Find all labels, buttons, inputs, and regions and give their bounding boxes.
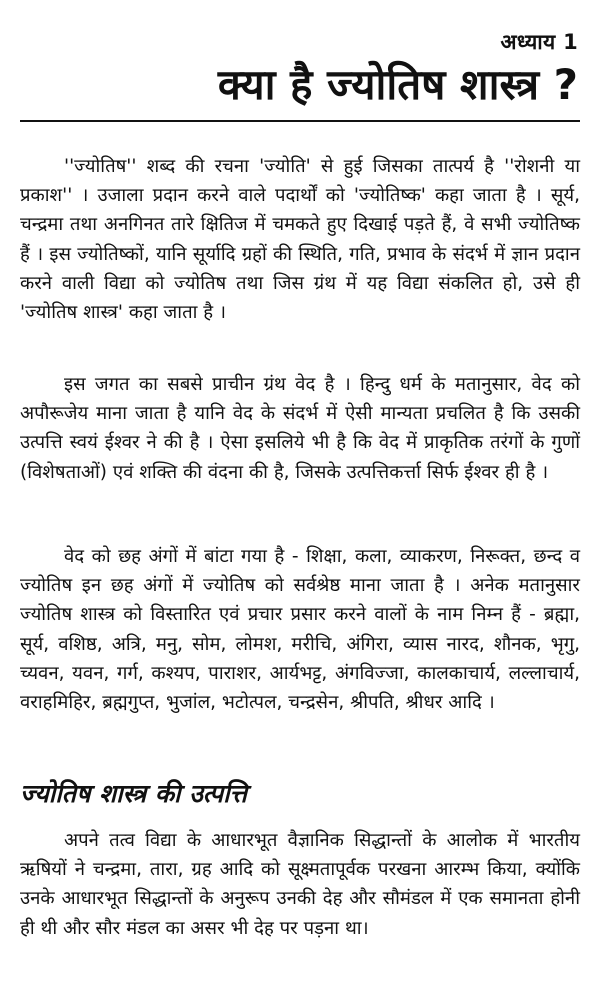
paragraph-1-block [20, 152, 580, 327]
chapter-number: अध्याय 1 [500, 30, 578, 54]
paragraph-2: इस जगत का सबसे प्राचीन ग्रंथ वेद है । हिन्दु धर्म के मतानुसार, वेद को अपौरूजेय माना जाता है यानि वेद के संदर्भ में ऐसी मान्यता प्रचलित है कि उसकी उत्पत्ति स्वयं ईश्वर ने की है । ऐसा इसलिये भी है कि वेद में प्राकृतिक तरंगों के गुणों (विशेषताओं) एवं शक्ति की वंदना की है, जिसके उत्पत्तिकर्त्ता सिर्फ ईश्वर ही है । [20, 374, 580, 483]
paragraph-3-block [20, 542, 580, 717]
section-heading: ज्योतिष शास्त्र की उत्पत्ति [20, 779, 247, 808]
paragraph-2-block [20, 370, 580, 487]
title-divider [20, 120, 580, 122]
paragraph-4: अपने तत्व विद्या के आधारभूत वैज्ञानिक सिद्धान्तों के आलोक में भारतीय ऋषियों ने चन्द्रमा, तारा, ग्रह आदि को सूक्ष्मतापूर्वक परखना आरम्भ किया, क्योंकि उनके आधारभूत सिद्धान्तों के अनुरूप उनकी देह और सौमंडल में एक समानता होनी ही थी और सौर मंडल का असर भी देह पर पड़ना था। [20, 830, 580, 939]
paragraph-1: ''ज्योतिष'' शब्द की रचना 'ज्योति' से हुई जिसका तात्पर्य है ''रोशनी या प्रकाश'' । उजाला प्रदान करने वाले पदार्थों को 'ज्योतिष्क' कहा जाता है । सूर्य, चन्द्रमा तथा अनगिनत तारे क्षितिज में चमकते हुए दिखाई पड़ते हैं, वे सभी ज्योतिष्क हैं । इस ज्योतिष्कों, यानि सूर्यादि ग्रहों की स्थिति, गति, प्रभाव के संदर्भ में ज्ञान प्रदान करने वाली विद्या को ज्योतिष तथा जिस ग्रंथ में यह विद्या संकलित हो, उसे ही 'ज्योतिष शास्त्र' कहा जाता है । [20, 156, 580, 324]
paragraph-3: वेद को छह अंगों में बांटा गया है - शिक्षा, कला, व्याकरण, निरूक्त, छन्द व ज्योतिष इन छह अंगों में ज्योतिष को सर्वश्रेष्ठ माना जाता है । अनेक मतानुसार ज्योतिष शास्त्र को विस्तारित एवं प्रचार प्रसार करने वालों के नाम निम्न हैं - ब्रह्मा, सूर्य, वशिष्ठ, अत्रि, मनु, सोम, लोमश, मरीचि, अंगिरा, व्यास नारद, शौनक, भृगु, च्यवन, यवन, गर्ग, कश्यप, पाराशर, आर्यभट्ट, अंगविज्जा, कालकाचार्य, लल्लाचार्य, वराहमिहिर, ब्रह्मगुप्त, भुजांल, भटोत्पल, चन्द्रसेन, श्रीपति, श्रीधर आदि । [20, 546, 580, 714]
chapter-title: क्या है ज्योतिष शास्त्र ? [217, 60, 578, 109]
paragraph-4-block [20, 826, 580, 943]
